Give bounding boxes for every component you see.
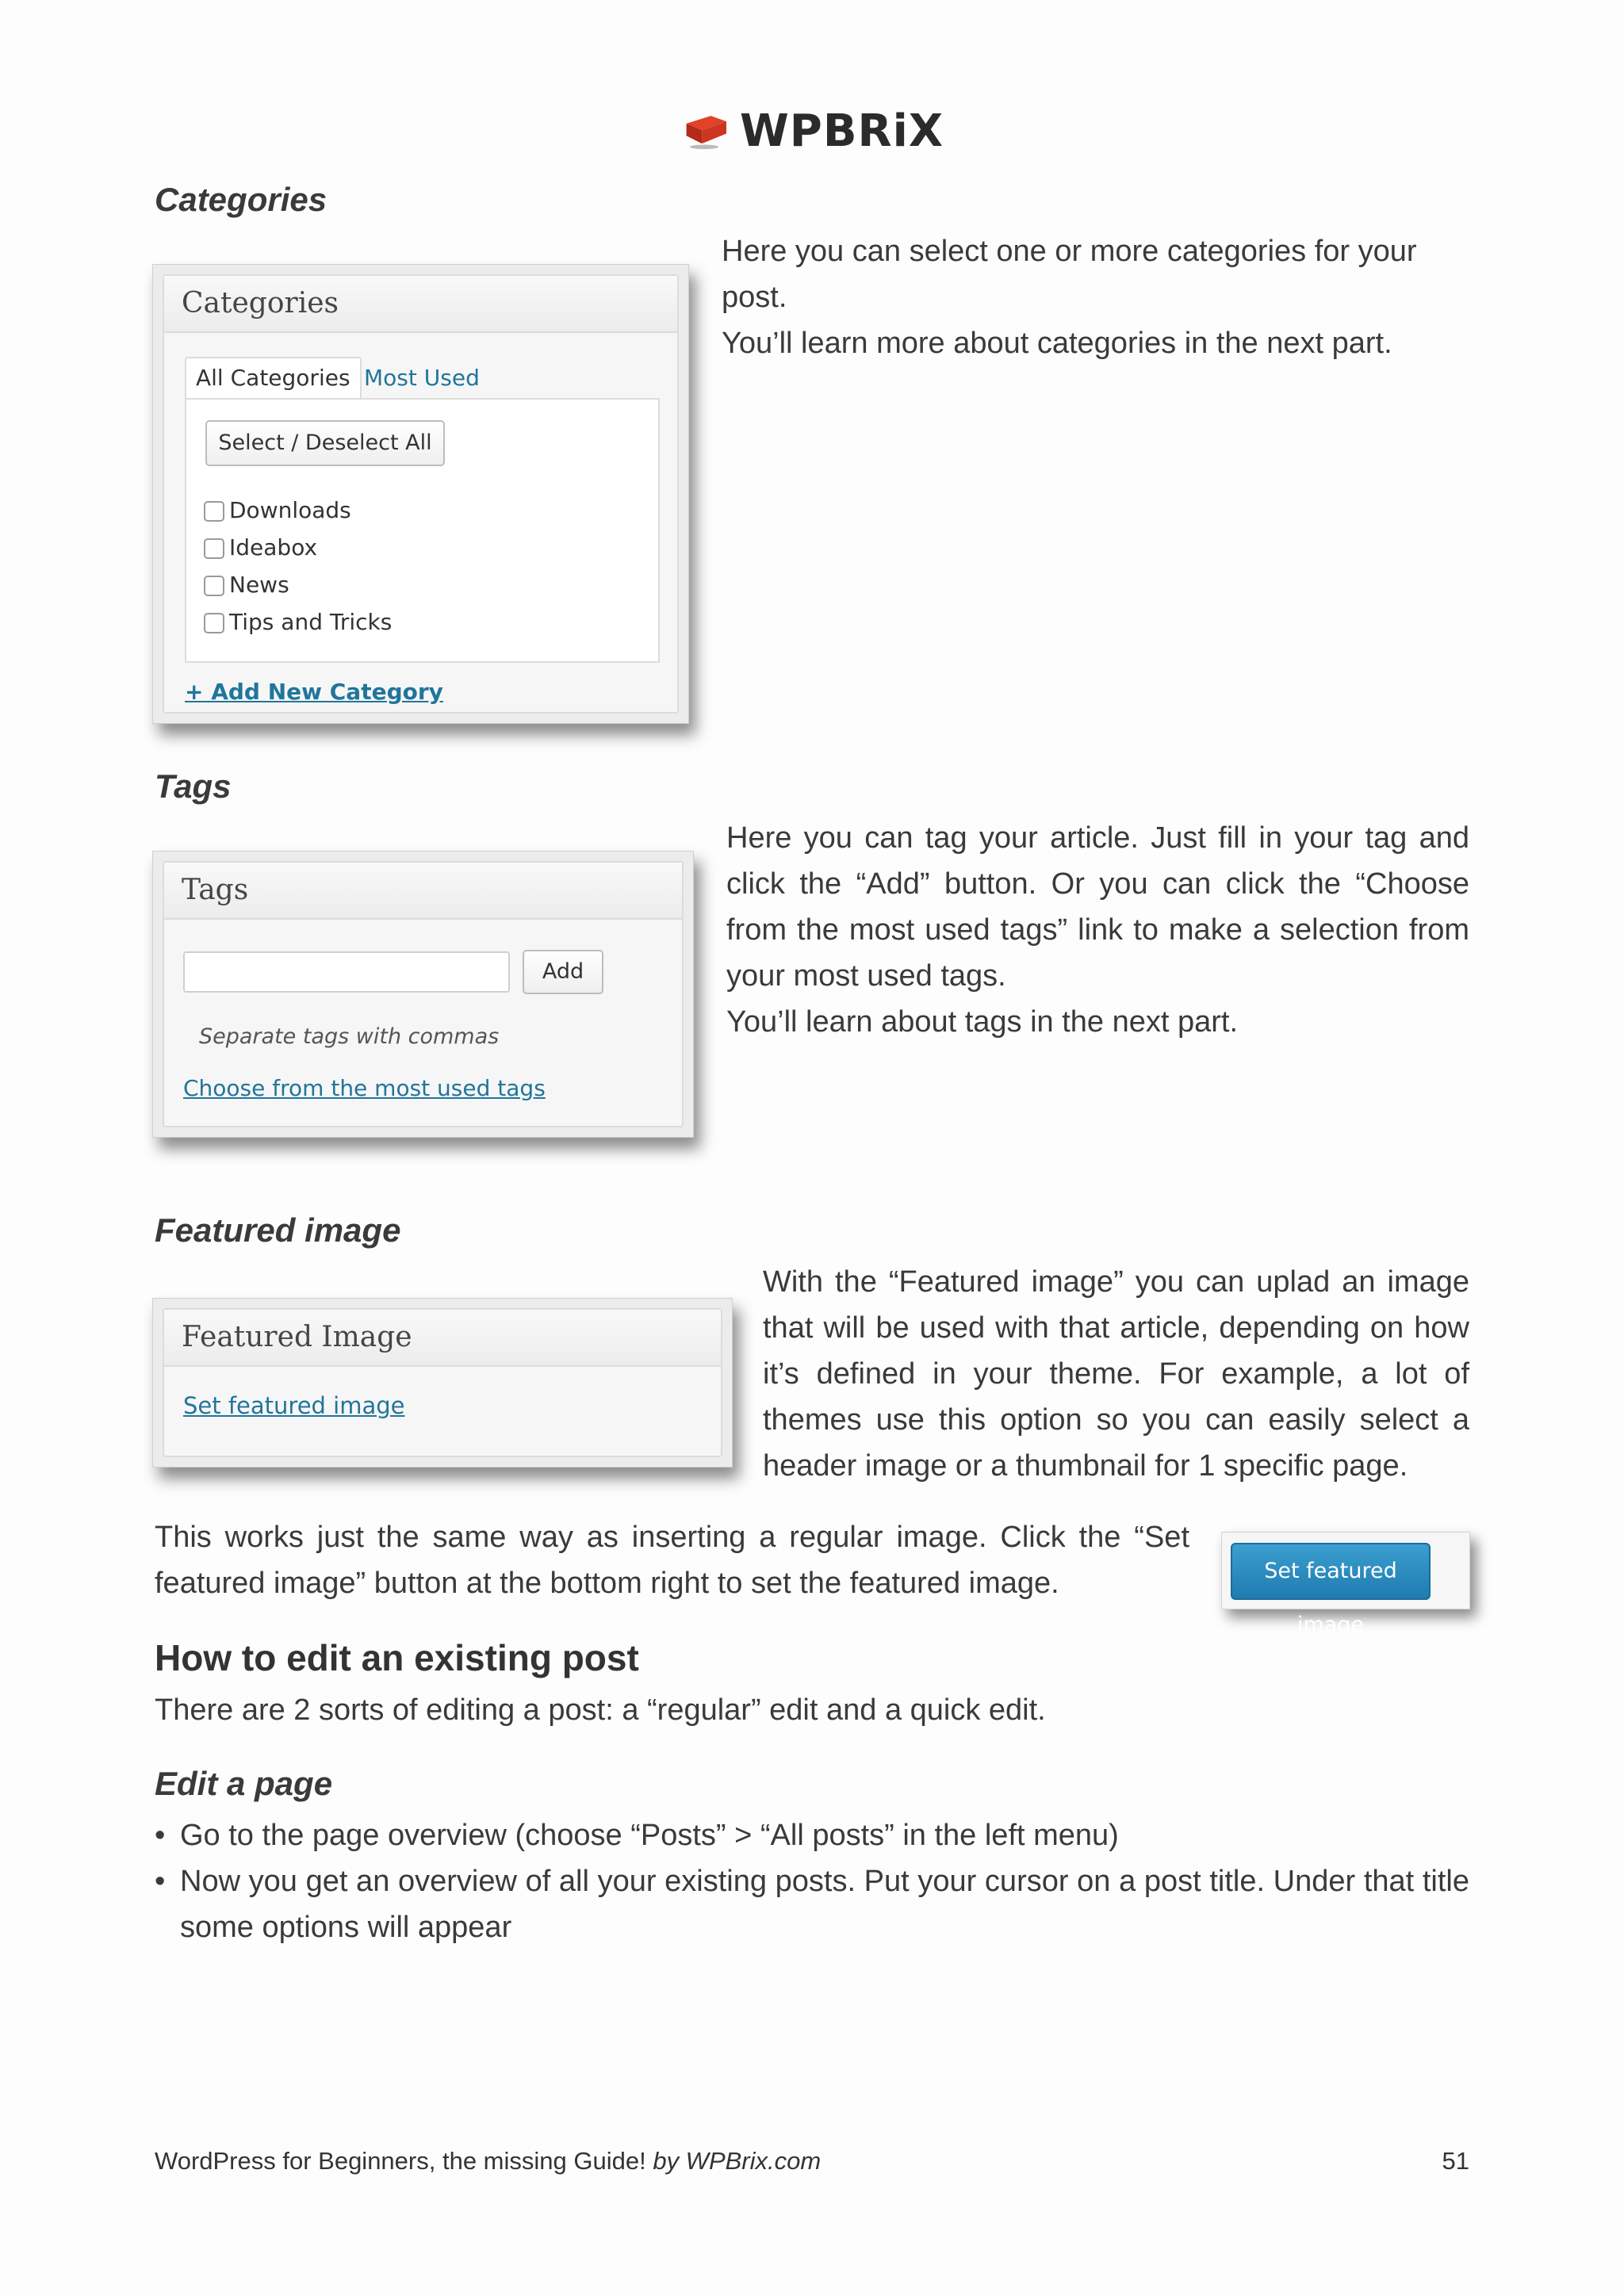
categories-description-line-2: You’ll learn more about categories in the next part. xyxy=(722,327,1392,360)
featured-image-instructions: This works just the same way as inserting a regular image. Click the “Set featured image” button at the bottom right to set the featured image. xyxy=(155,1521,1189,1600)
select-deselect-all-button[interactable]: Select / Deselect All xyxy=(205,420,445,466)
tags-description: Here you can tag your article. Just fill in your tag and click the “Add” button. Or you can click the “Choose from the most used tags” link to make a selection from your most used tags. xyxy=(726,821,1469,993)
tags-description-2: You’ll learn about tags in the next part. xyxy=(726,1005,1239,1039)
categories-description-line-1: Here you can select one or more categories for your post. xyxy=(722,235,1417,314)
tags-box xyxy=(152,851,694,1138)
featured-image-box-title: Featured Image xyxy=(182,1321,412,1353)
footer-by: by WPBrix.com xyxy=(653,2147,822,2175)
category-item-tips-and-tricks[interactable] xyxy=(204,603,392,641)
category-list-panel xyxy=(185,398,660,663)
brick-icon xyxy=(682,103,732,159)
category-list xyxy=(204,492,392,641)
featured-image-box-header xyxy=(164,1310,721,1367)
edit-post-heading: How to edit an existing post xyxy=(155,1637,639,1678)
tags-hint: Separate tags with commas xyxy=(199,1024,500,1049)
edit-page-subheading: Edit a page xyxy=(155,1765,333,1802)
categories-heading: Categories xyxy=(155,181,327,218)
tags-panel xyxy=(163,861,684,1127)
category-label: Downloads xyxy=(229,497,351,523)
set-featured-image-button[interactable]: Set featured image xyxy=(1231,1543,1431,1600)
tag-input[interactable] xyxy=(183,951,510,993)
featured-image-panel xyxy=(163,1308,722,1457)
list-item: • Go to the page overview (choose “Posts” > “All posts” in the left menu) xyxy=(155,1812,1469,1858)
featured-image-description: With the “Featured image” you can uplad an image that will be used with that article, depending on how it’s defined in your theme. For example, a lot of themes use this option so you can easily select a header image or a thumbnail for 1 specific page. xyxy=(763,1265,1469,1483)
checkbox[interactable] xyxy=(204,501,224,522)
checkbox[interactable] xyxy=(204,576,224,596)
tab-all-categories[interactable]: All Categories xyxy=(185,357,362,400)
category-item-news[interactable] xyxy=(204,566,392,603)
edit-post-intro: There are 2 sorts of editing a post: a “regular” edit and a quick edit. xyxy=(155,1693,1046,1727)
choose-most-used-tags-link[interactable]: Choose from the most used tags xyxy=(183,1075,546,1101)
categories-description xyxy=(722,228,1483,366)
category-item-downloads[interactable] xyxy=(204,492,392,529)
categories-box xyxy=(152,264,689,724)
category-label: News xyxy=(229,572,289,598)
tags-heading: Tags xyxy=(155,767,232,805)
logo xyxy=(682,99,944,163)
footer-title: WordPress for Beginners, the missing Guide! xyxy=(155,2147,646,2175)
tab-most-used[interactable]: Most Used xyxy=(364,365,480,391)
add-tag-button[interactable]: Add xyxy=(523,950,603,994)
category-label: Tips and Tricks xyxy=(229,609,393,635)
category-item-ideabox[interactable] xyxy=(204,529,392,566)
categories-box-header xyxy=(164,276,677,333)
categories-panel xyxy=(163,274,679,714)
tags-box-header xyxy=(164,863,682,920)
edit-steps-list xyxy=(155,1812,1469,1950)
categories-box-title: Categories xyxy=(182,287,339,320)
add-new-category-link[interactable]: + Add New Category xyxy=(185,679,443,705)
category-label: Ideabox xyxy=(229,534,318,561)
footer xyxy=(155,2147,1471,2175)
featured-image-heading: Featured image xyxy=(155,1211,401,1249)
list-item: • Now you get an overview of all your existing posts. Put your cursor on a post title. Under that title some options will appear xyxy=(155,1858,1469,1950)
tags-box-title: Tags xyxy=(182,874,249,906)
set-featured-image-link[interactable]: Set featured image xyxy=(183,1392,405,1419)
featured-image-box xyxy=(152,1298,733,1468)
checkbox[interactable] xyxy=(204,613,224,633)
page-number: 51 xyxy=(1442,2147,1469,2175)
checkbox[interactable] xyxy=(204,538,224,559)
logo-text: WPBRiX xyxy=(740,105,944,157)
